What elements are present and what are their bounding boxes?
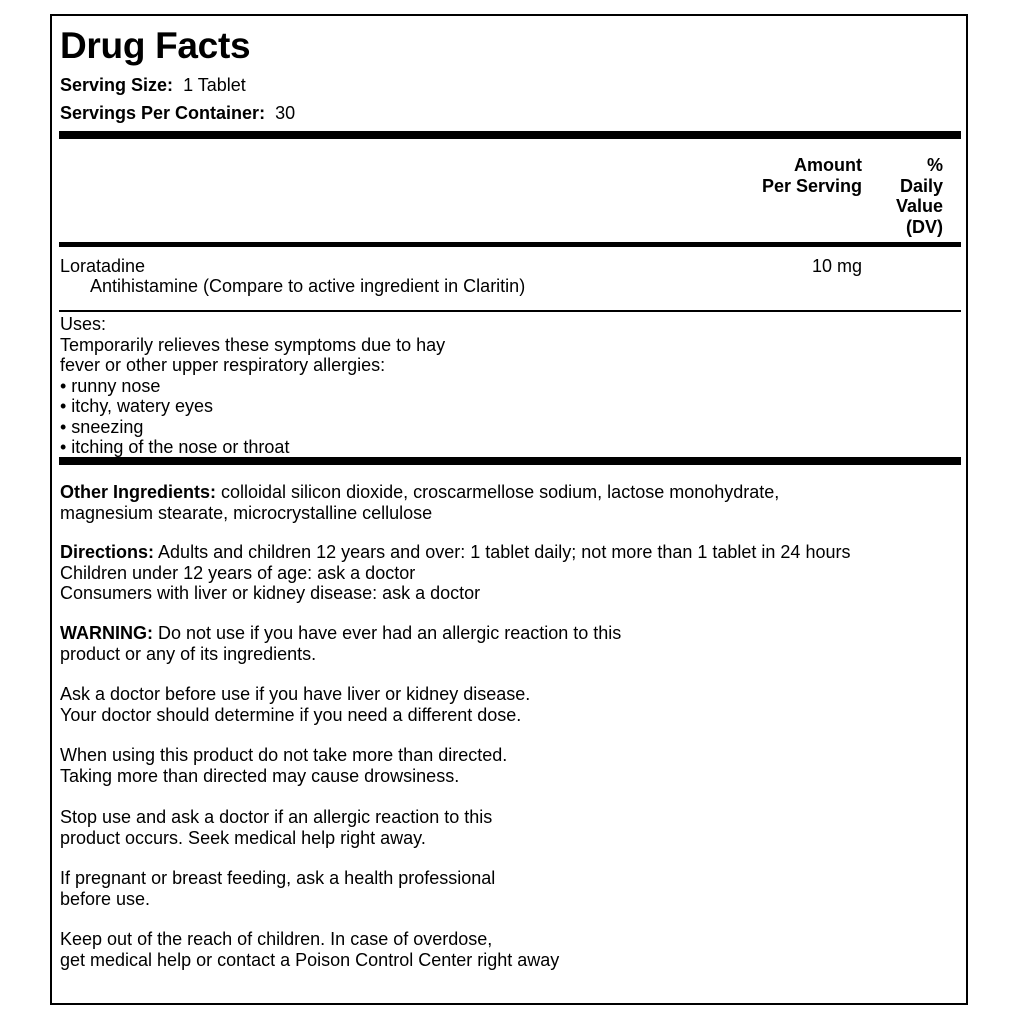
- medium-divider: [59, 242, 961, 247]
- directions: Directions: Adults and children 12 years and over: 1 tablet daily; not more than 1 tablet in 24 hours Children under 12 years of age: ask a doctor Consumers with liver or kidney disease: ask a doctor: [60, 542, 851, 603]
- warning: WARNING: Do not use if you have ever had an allergic reaction to this product or any of its ingredients.: [60, 623, 622, 664]
- drug-facts-label: [50, 14, 968, 1005]
- uses-section: Uses: Temporarily relieves these symptoms due to hay fever or other upper respiratory allergies: • runny nose • itchy, watery eyes • sneezing • itching of the nose or throat: [60, 314, 446, 457]
- serving-size-label: Serving Size:: [60, 75, 174, 95]
- list-item: • runny nose: [60, 375, 161, 396]
- servings-per-container: [60, 102, 295, 124]
- other-ingredients: Other Ingredients: colloidal silicon dioxide, croscarmellose sodium, lactose monohydrate, magnesium stearate, microcrystalline cellulose: [60, 482, 780, 523]
- when-using: When using this product do not take more than directed. Taking more than directed may cause drowsiness.: [60, 745, 508, 786]
- active-ingredient-amount: 10 mg: [811, 256, 862, 276]
- servings-per-container-value: 30: [275, 103, 296, 123]
- list-item: • itching of the nose or throat: [60, 437, 290, 457]
- other-ingredients-label: Other Ingredients:: [60, 482, 217, 502]
- thick-divider-bottom: [59, 457, 961, 465]
- list-item: • sneezing: [60, 416, 144, 437]
- daily-value-header: % Daily Value (DV): [895, 155, 943, 237]
- ask-doctor: Ask a doctor before use if you have liver or kidney disease. Your doctor should determine if you need a different dose.: [60, 684, 531, 725]
- page-title: Drug Facts: [60, 25, 251, 66]
- thick-divider: [59, 131, 961, 139]
- active-ingredient-name: Loratadine: [60, 256, 146, 276]
- serving-size-value: 1 Tablet: [183, 75, 246, 95]
- serving-size: [60, 74, 246, 96]
- list-item: • itchy, watery eyes: [60, 396, 214, 416]
- active-ingredient-purpose: Antihistamine (Compare to active ingredient in Claritin): [90, 276, 526, 296]
- keep-out-of-reach: Keep out of the reach of children. In case of overdose, get medical help or contact a Poison Control Center right away: [60, 929, 560, 970]
- servings-per-container-label: Servings Per Container:: [60, 103, 266, 123]
- stop-use: Stop use and ask a doctor if an allergic reaction to this product occurs. Seek medical help right away.: [60, 807, 493, 848]
- thin-divider: [59, 310, 961, 312]
- uses-heading: Uses:: [60, 314, 107, 334]
- warning-label: WARNING:: [60, 623, 153, 643]
- amount-per-serving-header: Amount Per Serving: [761, 155, 862, 196]
- directions-label: Directions:: [60, 542, 155, 562]
- pregnant-warning: If pregnant or breast feeding, ask a health professional before use.: [60, 868, 496, 909]
